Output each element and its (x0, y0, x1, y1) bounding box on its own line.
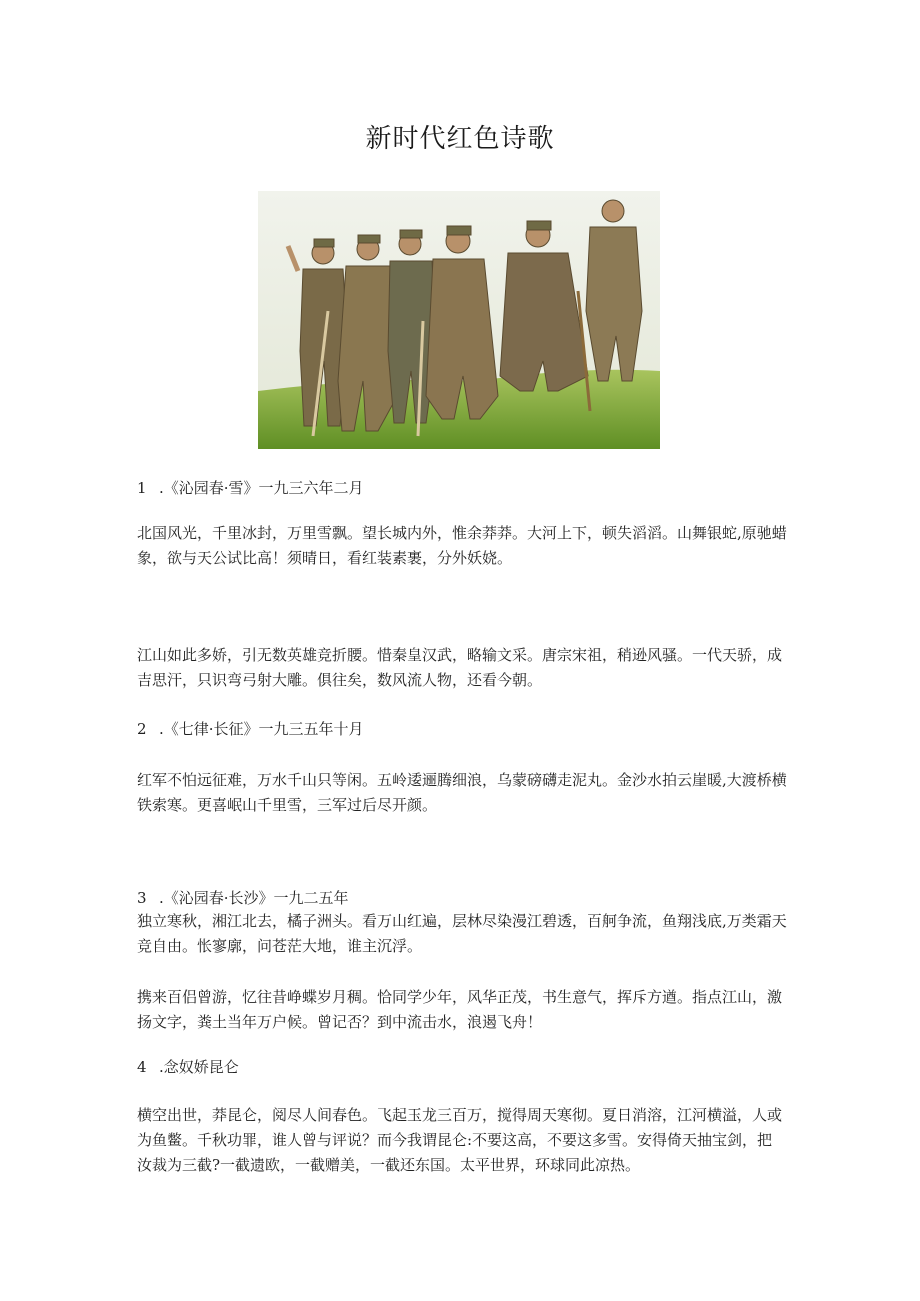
poem-paragraph: 携来百侣曾游，忆往昔峥蝶岁月稠。恰同学少年，风华正茂，书生意气，挥斥方遒。指点江山，激扬文字，粪土当年万户候。曾记否？到中流击水，浪遏飞舟！ (137, 988, 783, 1031)
poem-4-stanza-1 (137, 1103, 787, 1178)
poem-1-stanza-2 (137, 643, 787, 693)
poem-2-number: 2 (137, 720, 147, 738)
poem-2-stanza-1 (137, 768, 787, 818)
poem-4-title: .念奴娇昆仑 (159, 1058, 239, 1076)
poem-4-number: 4 (137, 1058, 147, 1076)
poem-1-heading (137, 477, 364, 499)
poem-3-stanza-2 (137, 985, 787, 1035)
poem-1-stanza-1 (137, 521, 787, 571)
poem-3-number: 3 (137, 889, 147, 907)
poem-1-number: 1 (137, 479, 147, 497)
poem-paragraph: 横空出世，莽昆仑，阅尽人间春色。飞起玉龙三百万，搅得周天寒彻。夏日消溶，江河横溢，人或为鱼鳖。千秋功罪，谁人曾与评说？而今我谓昆仑:不要这高，不要这多雪。安得倚天抽宝剑，把汝裁为三截?一截遗欧，一截赠美，一截还东国。太平世界，环球同此凉热。 (137, 1106, 783, 1174)
page-title: 新时代红色诗歌 (365, 124, 555, 154)
poem-2-title: .《七律·长征》一九三五年十月 (159, 720, 364, 738)
poem-3-title: .《沁园春·长沙》一九二五年 (159, 889, 349, 907)
soldiers-photo (258, 191, 660, 449)
poem-paragraph: 北国风光，千里冰封，万里雪飘。望长城内外，惟余莽莽。大河上下，顿失滔滔。山舞银蛇,原驰蜡象，欲与天公试比高！须晴日，看红装素裹，分外妖娆。 (137, 524, 787, 567)
poem-paragraph: 红军不怕远征难，万水千山只等闲。五岭逶逦腾细浪，乌蒙磅礴走泥丸。金沙水拍云崖暖,大渡桥横铁索寒。更喜岷山千里雪，三军过后尽开颜。 (137, 771, 787, 814)
poem-3-stanza-1 (137, 909, 787, 959)
poem-4-heading (137, 1056, 239, 1078)
poem-3-heading (137, 887, 349, 909)
poem-paragraph: 独立寒秋，湘江北去，橘子洲头。看万山红遍，层林尽染漫江碧透，百舸争流，鱼翔浅底,万类霜天竞自由。怅寥廓，问苍茫大地，谁主沉浮。 (137, 912, 787, 955)
poem-paragraph: 江山如此多娇，引无数英雄竞折腰。惜秦皇汉武，略输文采。唐宗宋祖，稍逊风骚。一代天骄，成吉思汗，只识弯弓射大雕。俱往矣，数风流人物，还看今朝。 (137, 646, 783, 689)
poem-2-heading (137, 718, 364, 740)
poem-1-title: .《沁园春·雪》一九三六年二月 (159, 479, 364, 497)
